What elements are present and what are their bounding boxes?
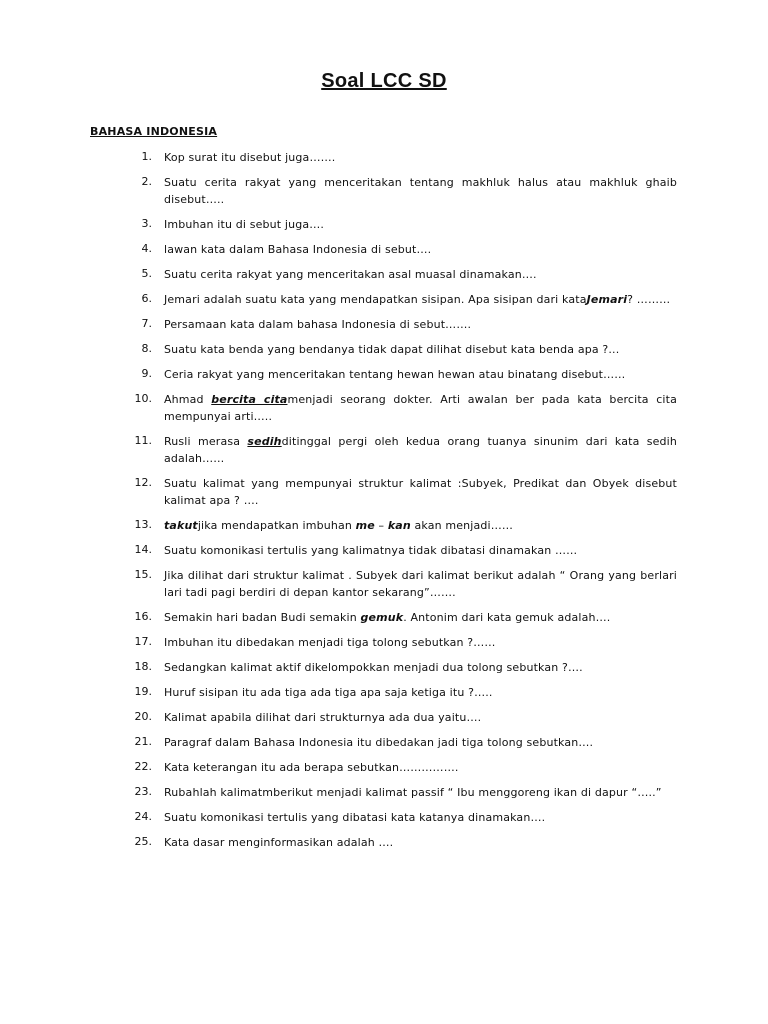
- section-heading: BAHASA INDONESIA: [90, 125, 218, 138]
- question-number: 23.: [134, 785, 152, 798]
- question-item: [0, 834, 768, 851]
- question-text-segment: menjadi seorang dokter. Arti awalan ber pada kata bercita cita mempunyai arti…..: [164, 393, 677, 423]
- question-number: 16.: [134, 610, 152, 623]
- question-text: [164, 684, 677, 701]
- question-item: [0, 542, 768, 559]
- question-text: [164, 341, 677, 358]
- question-item: [0, 241, 768, 258]
- question-text: [164, 634, 677, 651]
- question-text: [164, 759, 677, 776]
- question-keyword: takut: [164, 519, 198, 532]
- question-number: 1.: [141, 150, 152, 163]
- question-text: [164, 316, 677, 333]
- question-item: [0, 634, 768, 651]
- question-text: [164, 609, 677, 626]
- question-text: [164, 366, 677, 383]
- question-item: [0, 366, 768, 383]
- question-text-segment: Paragraf dalam Bahasa Indonesia itu dibedakan jadi tiga tolong sebutkan….: [164, 736, 594, 749]
- question-item: [0, 291, 768, 308]
- question-number: 4.: [141, 242, 152, 255]
- question-keyword: kan: [387, 519, 411, 532]
- question-item: [0, 475, 768, 509]
- question-text-segment: Kata keterangan itu ada berapa sebutkan…………….: [164, 761, 459, 774]
- question-item: [0, 609, 768, 626]
- question-item: [0, 784, 768, 801]
- question-number: 9.: [141, 367, 152, 380]
- question-item: [0, 709, 768, 726]
- question-keyword: sedih: [247, 435, 282, 448]
- question-text: [164, 784, 677, 801]
- question-item: [0, 759, 768, 776]
- question-text-segment: Imbuhan itu di sebut juga….: [164, 218, 325, 231]
- question-text-segment: Semakin hari badan Budi semakin: [164, 611, 361, 624]
- question-text: [164, 174, 677, 208]
- question-text: [164, 809, 677, 826]
- question-text-segment: Jemari adalah suatu kata yang mendapatkan sisipan. Apa sisipan dari kata: [164, 293, 587, 306]
- question-item: [0, 517, 768, 534]
- question-item: [0, 684, 768, 701]
- question-item: [0, 433, 768, 467]
- question-number: 15.: [134, 568, 152, 581]
- question-text: [164, 709, 677, 726]
- question-text: [164, 834, 677, 851]
- question-text-segment: Imbuhan itu dibedakan menjadi tiga tolong sebutkan ?……: [164, 636, 496, 649]
- question-text-segment: Ceria rakyat yang menceritakan tentang hewan hewan atau binatang disebut……: [164, 368, 626, 381]
- question-number: 25.: [134, 835, 152, 848]
- question-text: [164, 266, 677, 283]
- question-keyword: bercita cita: [211, 393, 288, 406]
- question-text: [164, 475, 677, 509]
- question-text-segment: Sedangkan kalimat aktif dikelompokkan menjadi dua tolong sebutkan ?….: [164, 661, 583, 674]
- question-item: [0, 216, 768, 233]
- question-number: 10.: [134, 392, 152, 405]
- question-text-segment: Suatu komonikasi tertulis yang dibatasi kata katanya dinamakan….: [164, 811, 546, 824]
- question-text-segment: Kata dasar menginformasikan adalah ….: [164, 836, 394, 849]
- question-item: [0, 174, 768, 208]
- question-text-segment: Jika dilihat dari struktur kalimat . Subyek dari kalimat berikut adalah “ Orang yang berlari lari tadi pagi berdiri di depan kantor sekarang”…….: [164, 569, 677, 599]
- question-text-segment: ? ………: [627, 293, 671, 306]
- question-number: 22.: [134, 760, 152, 773]
- question-text: [164, 391, 677, 425]
- question-text: [164, 542, 677, 559]
- question-item: [0, 734, 768, 751]
- question-number: 5.: [141, 267, 152, 280]
- question-number: 17.: [134, 635, 152, 648]
- question-number: 19.: [134, 685, 152, 698]
- question-item: [0, 659, 768, 676]
- question-text: [164, 517, 677, 534]
- question-item: [0, 266, 768, 283]
- question-text-segment: Suatu cerita rakyat yang menceritakan tentang makhluk halus atau makhluk ghaib disebut…..: [164, 176, 677, 206]
- question-keyword: me: [355, 519, 375, 532]
- question-number: 7.: [141, 317, 152, 330]
- question-text-segment: Suatu cerita rakyat yang menceritakan asal muasal dinamakan….: [164, 268, 537, 281]
- question-text-segment: Ahmad: [164, 393, 212, 406]
- question-text-segment: Huruf sisipan itu ada tiga ada tiga apa saja ketiga itu ?…..: [164, 686, 493, 699]
- question-text: [164, 567, 677, 601]
- question-text-segment: lawan kata dalam Bahasa Indonesia di sebut….: [164, 243, 432, 256]
- question-number: 11.: [134, 434, 152, 447]
- question-item: [0, 316, 768, 333]
- question-item: [0, 567, 768, 601]
- question-number: 21.: [134, 735, 152, 748]
- question-text-segment: Kop surat itu disebut juga…….: [164, 151, 336, 164]
- question-text: [164, 291, 677, 308]
- question-text-segment: ditinggal pergi oleh kedua orang tuanya sinunim dari kata sedih adalah……: [164, 435, 677, 465]
- question-text-segment: Rusli merasa: [164, 435, 248, 448]
- question-text: [164, 734, 677, 751]
- question-item: [0, 341, 768, 358]
- question-text-segment: Persamaan kata dalam bahasa Indonesia di sebut…….: [164, 318, 472, 331]
- question-number: 3.: [141, 217, 152, 230]
- question-text-segment: akan menjadi……: [410, 519, 514, 532]
- question-keyword: Jemari: [586, 293, 628, 306]
- question-text-segment: Rubahlah kalimatmberikut menjadi kalimat passif “ Ibu menggoreng ikan di dapur “…..”: [164, 786, 662, 799]
- question-text-segment: . Antonim dari kata gemuk adalah….: [403, 611, 611, 624]
- question-text-segment: Suatu kata benda yang bendanya tidak dapat dilihat disebut kata benda apa ?...: [164, 343, 620, 356]
- question-number: 20.: [134, 710, 152, 723]
- question-text-segment: Suatu komonikasi tertulis yang kalimatnya tidak dibatasi dinamakan ……: [164, 544, 578, 557]
- question-text-segment: jika mendapatkan imbuhan: [197, 519, 356, 532]
- question-text: [164, 659, 677, 676]
- question-item: [0, 149, 768, 166]
- question-number: 18.: [134, 660, 152, 673]
- question-number: 13.: [134, 518, 152, 531]
- question-text-segment: –: [374, 519, 388, 532]
- question-number: 14.: [134, 543, 152, 556]
- question-text: [164, 433, 677, 467]
- question-number: 12.: [134, 476, 152, 489]
- question-number: 24.: [134, 810, 152, 823]
- question-text-segment: Kalimat apabila dilihat dari strukturnya ada dua yaitu….: [164, 711, 482, 724]
- question-number: 2.: [141, 175, 152, 188]
- question-keyword: gemuk: [360, 611, 404, 624]
- question-text: [164, 241, 677, 258]
- question-item: [0, 809, 768, 826]
- question-text: [164, 149, 677, 166]
- page-title: Soal LCC SD: [321, 70, 447, 92]
- question-list: [0, 149, 768, 859]
- question-number: 8.: [141, 342, 152, 355]
- question-number: 6.: [141, 292, 152, 305]
- question-text: [164, 216, 677, 233]
- question-item: [0, 391, 768, 425]
- question-text-segment: Suatu kalimat yang mempunyai struktur kalimat :Subyek, Predikat dan Obyek disebut kalimat apa ? ….: [164, 477, 677, 507]
